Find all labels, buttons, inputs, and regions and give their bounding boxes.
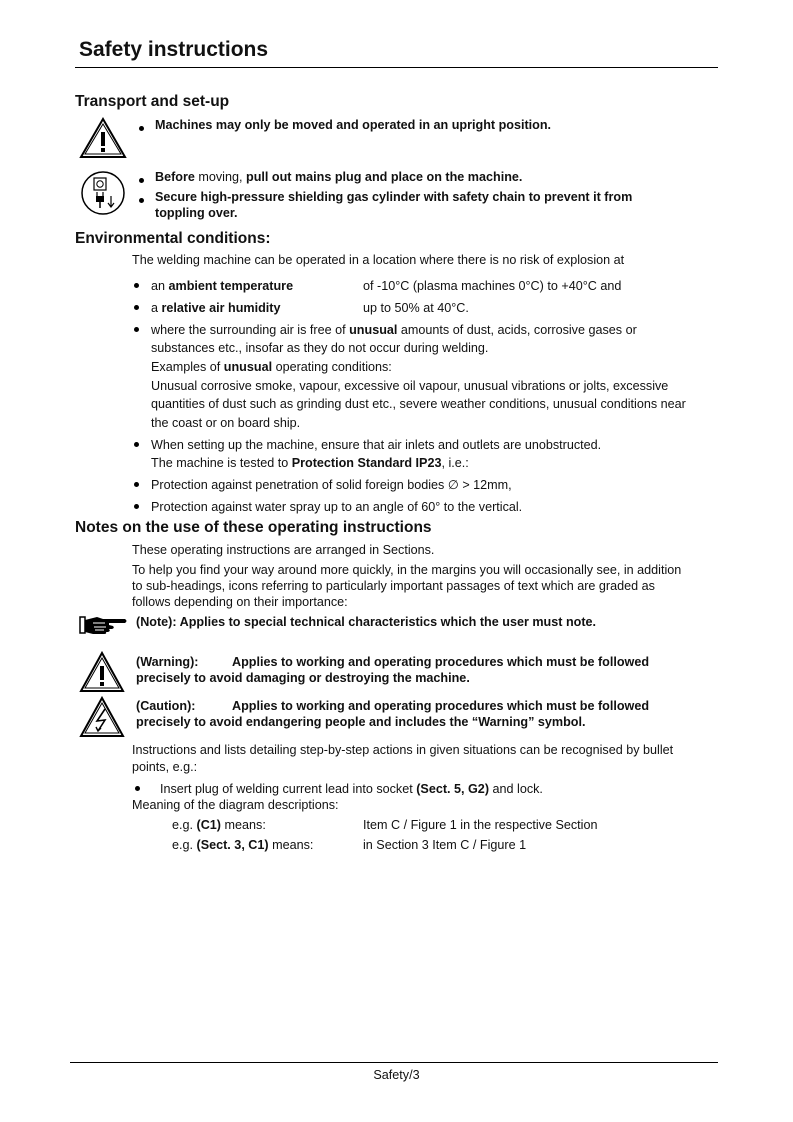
bullet	[134, 442, 139, 447]
page-title: Safety instructions	[79, 38, 269, 61]
protection-water-spray: Protection against water spray up to an angle of 60° to the vertical.	[151, 500, 523, 514]
warning-label: (Warning):	[136, 655, 199, 669]
surrounding-air-l2: substances etc., insofar as they do not occur during welding.	[151, 341, 489, 355]
bullet	[139, 178, 144, 183]
title-divider	[75, 67, 718, 68]
setup-l2: The machine is tested to Protection Standard IP23, i.e.:	[151, 456, 469, 470]
ambient-temperature-value: of -10°C (plasma machines 0°C) to +40°C and	[363, 279, 622, 293]
instructions-l1: Instructions and lists detailing step-by-step actions in given situations can be recognised by bullet	[132, 743, 674, 757]
example-sect3-label: e.g. (Sect. 3, C1) means:	[172, 838, 314, 852]
warning-triangle-icon	[79, 117, 127, 159]
caution-text: Applies to working and operating procedures which must be followed	[232, 699, 650, 713]
bullet	[139, 198, 144, 203]
warning-triangle-icon	[79, 651, 125, 693]
bullet	[134, 305, 139, 310]
surrounding-air-l6: the coast or on board ship.	[151, 416, 301, 430]
bullet	[134, 504, 139, 509]
bullet	[134, 283, 139, 288]
example-sect3-value: in Section 3 Item C / Figure 1	[363, 838, 527, 852]
example-c1-value: Item C / Figure 1 in the respective Section	[363, 818, 598, 832]
warning-text-l2: precisely to avoid damaging or destroying the machine.	[136, 671, 470, 685]
bullet-gas-cylinder-l2: toppling over.	[155, 206, 238, 220]
example-instruction: Insert plug of welding current lead into socket (Sect. 5, G2) and lock.	[160, 782, 543, 796]
footer-divider	[70, 1062, 718, 1063]
mains-plug-icon	[80, 170, 126, 216]
notes-help-l3: follows depending on their importance:	[132, 595, 348, 609]
bullet	[134, 327, 139, 332]
bullet	[139, 126, 144, 131]
notes-heading: Notes on the use of these operating instructions	[75, 519, 432, 536]
bullet	[135, 786, 140, 791]
caution-text-l2: precisely to avoid endangering people and includes the “Warning” symbol.	[136, 715, 586, 729]
protection-solid-bodies: Protection against penetration of solid foreign bodies ∅ > 12mm,	[151, 478, 512, 492]
air-humidity-value: up to 50% at 40°C.	[363, 301, 469, 315]
bullet-gas-cylinder-l1: Secure high-pressure shielding gas cylinder with safety chain to prevent it from	[155, 190, 633, 204]
bullet-mains-plug: Before moving, pull out mains plug and place on the machine.	[155, 170, 523, 184]
surrounding-air-l5: quantities of dust such as grinding dust etc., severe weather conditions, unusual conditions near	[151, 397, 686, 411]
notes-help-l2: to sub-headings, icons referring to particularly important passages of text which are graded as	[132, 579, 655, 593]
ambient-temperature-label: an ambient temperature	[151, 279, 294, 293]
example-c1-label: e.g. (C1) means:	[172, 818, 266, 832]
notes-sections: These operating instructions are arranged in Sections.	[132, 543, 435, 557]
surrounding-air-l1: where the surrounding air is free of unusual amounts of dust, acids, corrosive gases or	[151, 323, 637, 337]
bullet-upright: Machines may only be moved and operated in an upright position.	[155, 118, 552, 132]
setup-l1: When setting up the machine, ensure that air inlets and outlets are unobstructed.	[151, 438, 602, 452]
instructions-l2: points, e.g.:	[132, 760, 198, 774]
environment-heading: Environmental conditions:	[75, 230, 271, 247]
environment-intro: The welding machine can be operated in a location where there is no risk of explosion at	[132, 253, 625, 267]
notes-help-l1: To help you find your way around more quickly, in the margins you will occasionally see, in addition	[132, 563, 682, 577]
surrounding-air-l4: Unusual corrosive smoke, vapour, excessive oil vapour, unusual vibrations or jolts, excessive	[151, 379, 669, 393]
pointing-hand-icon	[79, 613, 129, 637]
meaning-heading: Meaning of the diagram descriptions:	[132, 798, 339, 812]
caution-label: (Caution):	[136, 699, 196, 713]
surrounding-air-l3: Examples of unusual operating conditions:	[151, 360, 392, 374]
air-humidity-label: a relative air humidity	[151, 301, 281, 315]
warning-text: Applies to working and operating procedures which must be followed	[232, 655, 650, 669]
bullet	[134, 482, 139, 487]
electric-hazard-icon	[79, 696, 125, 738]
note-text: (Note): Applies to special technical characteristics which the user must note.	[136, 615, 597, 629]
page-footer: Safety/3	[373, 1068, 420, 1082]
transport-heading: Transport and set-up	[75, 93, 230, 110]
